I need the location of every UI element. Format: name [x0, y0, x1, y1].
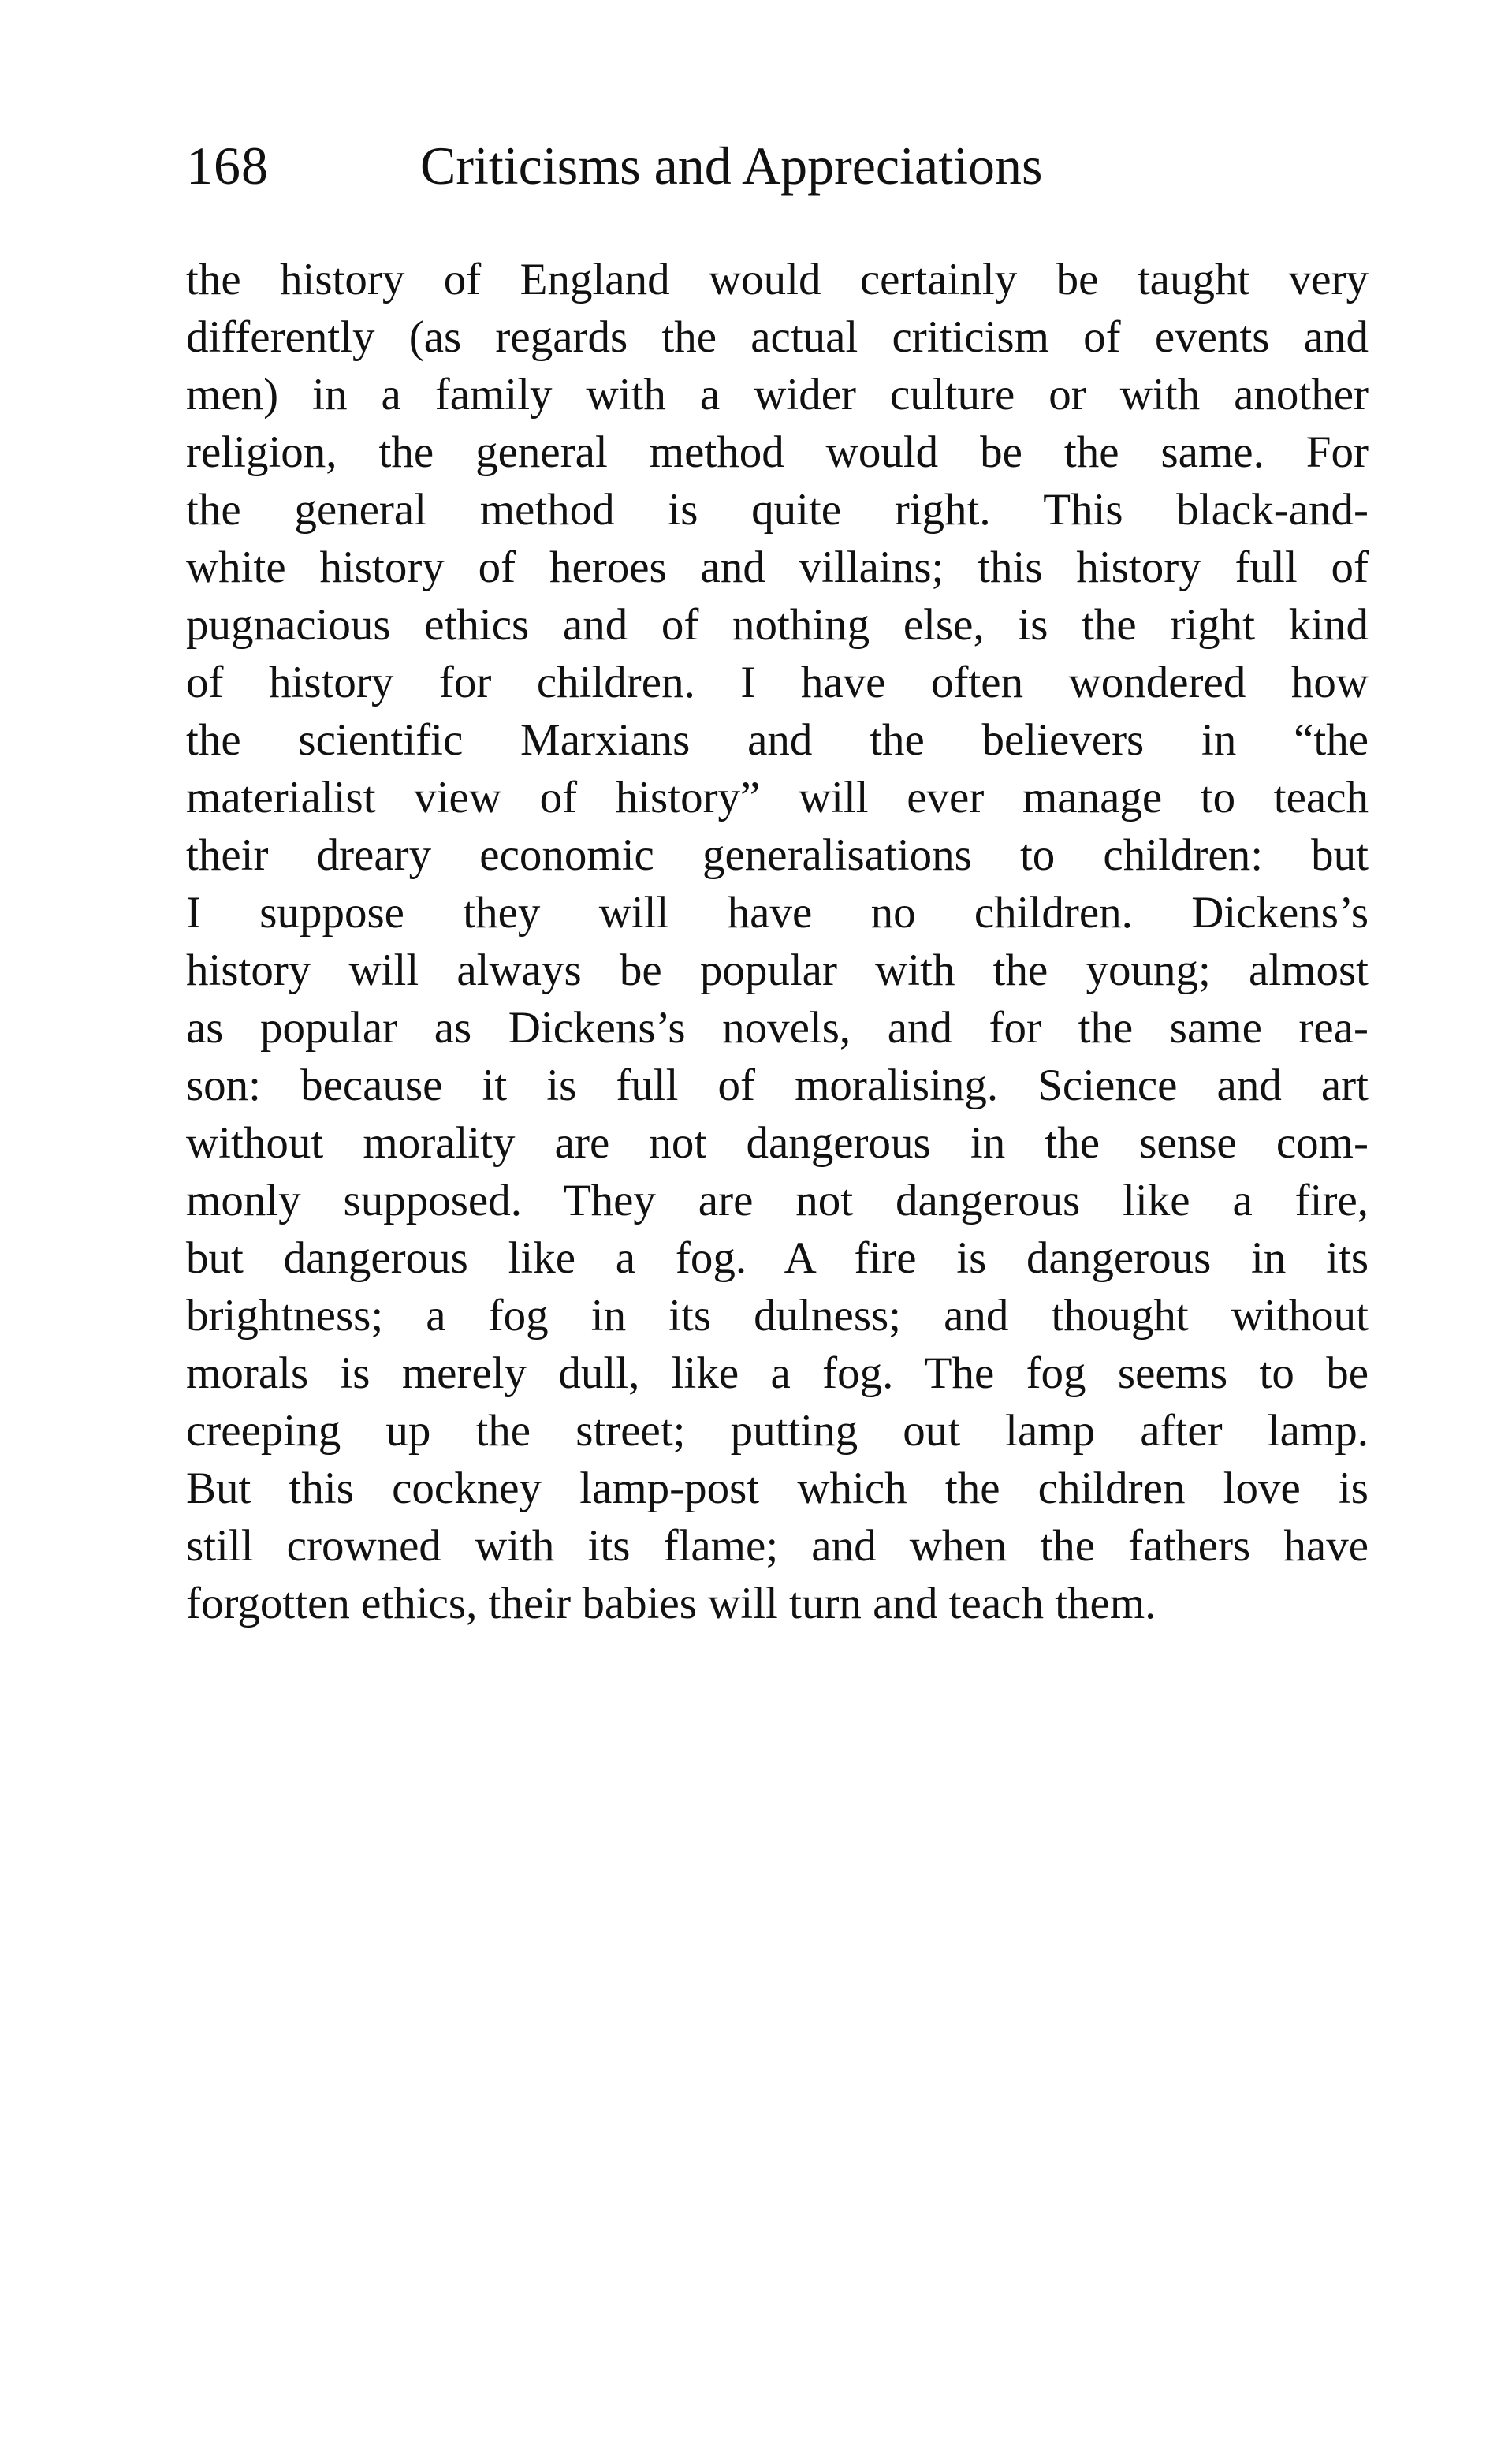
text-line: of history for children. I have often wondered how — [186, 658, 1369, 707]
text-line: differently (as regards the actual criticism of events and — [186, 312, 1369, 362]
text-line: but dangerous like a fog. A fire is dangerous in its — [186, 1233, 1369, 1283]
text-line: the scientific Marxians and the believers in “the — [186, 715, 1369, 765]
text-line: still crowned with its flame; and when the fathers have — [186, 1521, 1369, 1571]
running-head — [186, 126, 1369, 205]
text-line: But this cockney lamp-post which the children love is — [186, 1464, 1369, 1513]
text-line: white history of heroes and villains; this history full of — [186, 543, 1369, 592]
running-title: Criticisms and Appreciations — [420, 136, 1043, 196]
text-line: brightness; a fog in its dulness; and thought without — [186, 1291, 1369, 1340]
body-paragraph — [186, 251, 1369, 1632]
page-number: 168 — [186, 136, 269, 196]
text-line: the general method is quite right. This black-and- — [186, 485, 1369, 535]
text-line: men) in a family with a wider culture or with another — [186, 370, 1369, 419]
text-line: son: because it is full of moralising. Science and art — [186, 1061, 1369, 1110]
text-line: monly supposed. They are not dangerous like a fire, — [186, 1176, 1369, 1225]
text-line: creeping up the street; putting out lamp after lamp. — [186, 1406, 1369, 1456]
text-line: morals is merely dull, like a fog. The fog seems to be — [186, 1348, 1369, 1398]
text-line: without morality are not dangerous in the sense com- — [186, 1118, 1369, 1168]
text-line: pugnacious ethics and of nothing else, is the right kind — [186, 600, 1369, 650]
text-line: I suppose they will have no children. Dickens’s — [186, 888, 1369, 938]
text-line: as popular as Dickens’s novels, and for the same rea- — [186, 1003, 1369, 1053]
text-line: forgotten ethics, their babies will turn and teach them. — [186, 1579, 1156, 1628]
text-line: religion, the general method would be the same. For — [186, 427, 1369, 477]
text-line: the history of England would certainly be taught very — [186, 255, 1369, 304]
text-line: their dreary economic generalisations to children: but — [186, 830, 1369, 880]
text-line: materialist view of history” will ever manage to teach — [186, 773, 1369, 822]
text-line: history will always be popular with the young; almost — [186, 945, 1369, 995]
